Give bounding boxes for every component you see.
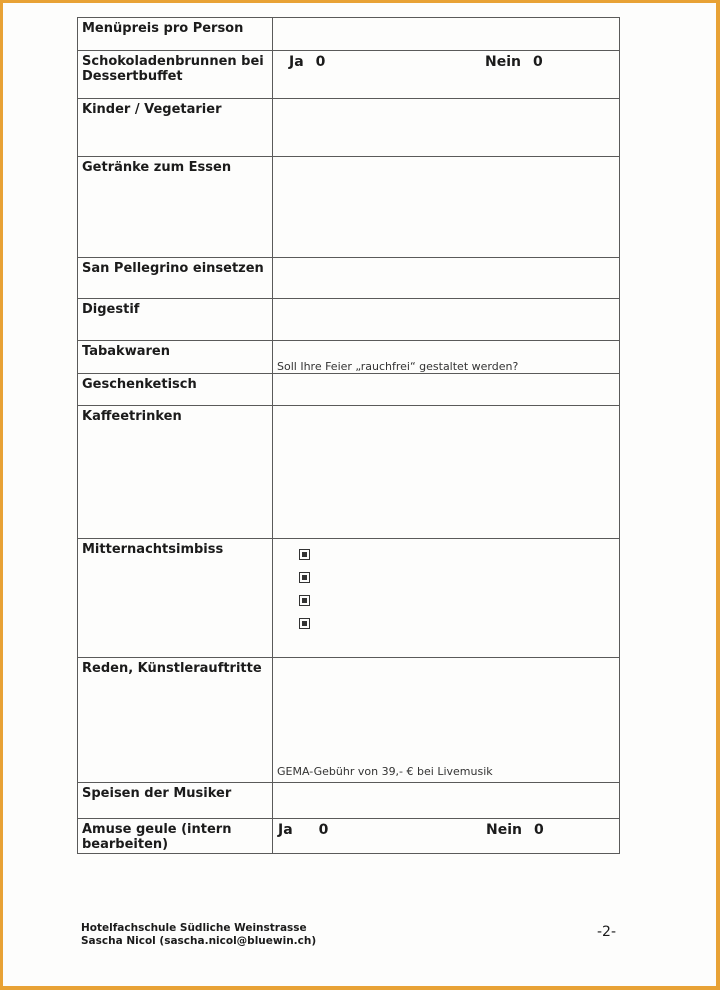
row-label: Geschenketisch — [78, 374, 273, 406]
form-row — [78, 258, 620, 299]
form-row — [78, 99, 620, 157]
no-label: Nein — [486, 822, 522, 838]
gema-fee-note: GEMA-Gebühr von 39,- € bei Livemusik — [277, 765, 493, 778]
row-value-cell[interactable] — [273, 258, 620, 299]
row-label: Kinder / Vegetarier — [78, 99, 273, 157]
row-value-cell[interactable] — [273, 406, 620, 539]
row-value-cell[interactable] — [273, 658, 620, 783]
row-label: Digestif — [78, 299, 273, 341]
row-value-cell[interactable] — [273, 341, 620, 374]
yes-option[interactable] — [278, 823, 328, 838]
row-label: Menüpreis pro Person — [78, 18, 273, 51]
checkbox-list-cell — [273, 539, 620, 658]
row-value-cell[interactable] — [273, 374, 620, 406]
yes-no-cell[interactable] — [273, 819, 620, 854]
no-value: 0 — [533, 822, 544, 838]
footer — [81, 922, 316, 948]
form-row — [78, 341, 620, 374]
yes-value: 0 — [315, 54, 326, 70]
document-page — [3, 3, 716, 986]
no-value: 0 — [532, 54, 543, 70]
row-label: Tabakwaren — [78, 341, 273, 374]
form-row — [78, 658, 620, 783]
checkbox[interactable] — [299, 595, 310, 606]
row-value-cell[interactable] — [273, 18, 620, 51]
yes-label: Ja — [278, 822, 293, 838]
checkbox[interactable] — [299, 572, 310, 583]
page-number: -2- — [597, 924, 617, 940]
checkbox[interactable] — [299, 549, 310, 560]
form-row — [78, 18, 620, 51]
row-label: Kaffeetrinken — [78, 406, 273, 539]
form-row — [78, 157, 620, 258]
row-value-cell[interactable] — [273, 783, 620, 819]
row-label: Schokoladenbrunnen bei Dessertbuffet — [78, 51, 273, 99]
form-row — [78, 406, 620, 539]
checkbox[interactable] — [299, 618, 310, 629]
event-form-table — [77, 17, 620, 854]
form-row — [78, 819, 620, 854]
form-row — [78, 783, 620, 819]
form-row — [78, 299, 620, 341]
row-label: Getränke zum Essen — [78, 157, 273, 258]
no-option[interactable] — [485, 55, 543, 70]
no-label: Nein — [485, 54, 521, 70]
row-label: Reden, Künstlerauftritte — [78, 658, 273, 783]
form-row — [78, 539, 620, 658]
yes-option[interactable] — [289, 55, 325, 70]
row-value-cell[interactable] — [273, 99, 620, 157]
yes-label: Ja — [289, 54, 304, 70]
row-value-cell[interactable] — [273, 157, 620, 258]
row-label: San Pellegrino einsetzen — [78, 258, 273, 299]
row-value-cell[interactable] — [273, 299, 620, 341]
footer-school: Hotelfachschule Südliche Weinstrasse — [81, 922, 307, 934]
smoke-free-note: Soll Ihre Feier „rauchfrei“ gestaltet werden? — [277, 360, 519, 373]
row-label: Speisen der Musiker — [78, 783, 273, 819]
yes-value: 0 — [318, 822, 329, 838]
row-label: Amuse geule (intern bearbeiten) — [78, 819, 273, 854]
footer-contact: Sascha Nicol (sascha.nicol@bluewin.ch) — [81, 935, 317, 947]
no-option[interactable] — [486, 823, 544, 838]
form-row — [78, 374, 620, 406]
row-label: Mitternachtsimbiss — [78, 539, 273, 658]
yes-no-cell[interactable] — [273, 51, 620, 99]
form-row — [78, 51, 620, 99]
